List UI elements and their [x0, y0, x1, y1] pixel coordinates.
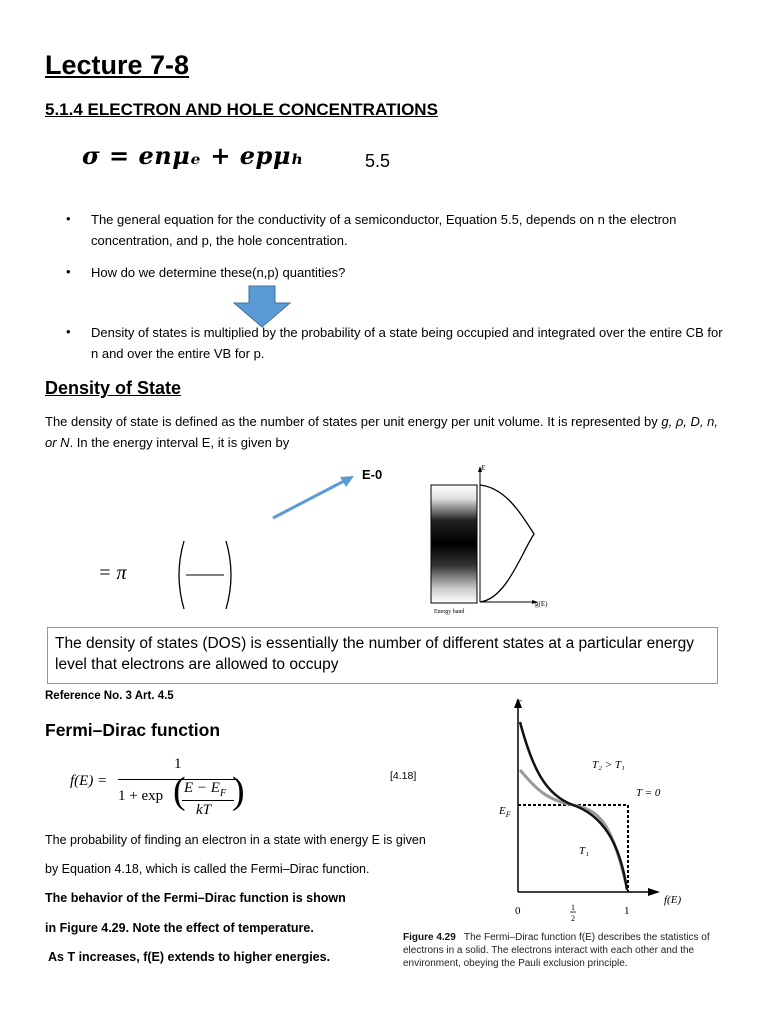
- fd-text-line-2: by Equation 4.18, which is called the Fermi–Dirac function.: [45, 862, 370, 876]
- figure-caption: Figure 4.29 The Fermi–Dirac function f(E) describes the statistics of electrons in a solid. The electrons interact with each other and the environment, obeying the Pauli exclusion principle.: [403, 932, 710, 969]
- t1-label: T₁: [579, 845, 589, 857]
- fd-eq-denominator: 1 + exp: [118, 788, 164, 804]
- bullet-marker: •: [66, 211, 71, 226]
- fd-eq-lhs: f(E) =: [70, 773, 108, 789]
- bullet-text-2: How do we determine these(n,p) quantities?: [91, 265, 346, 280]
- fermi-dirac-graph: [490, 692, 710, 924]
- fermi-dirac-equation: [70, 750, 260, 820]
- energy-band-label: Energy band: [434, 609, 465, 615]
- fd-bold-line-1: The behavior of the Fermi–Dirac function is shown: [45, 891, 346, 905]
- section-heading: 5.1.4 ELECTRON AND HOLE CONCENTRATIONS: [45, 100, 438, 119]
- fd-bold-line-3: As T increases, f(E) extends to higher energies.: [45, 950, 331, 964]
- tick-half-den: 2: [571, 914, 575, 923]
- bullet-marker: •: [66, 324, 71, 339]
- fd-eq-numerator: 1: [174, 756, 182, 772]
- density-of-state-title: Density of State: [45, 378, 182, 398]
- dos-definition-box: The density of states (DOS) is essentially the number of different states at a particular energy level that electrons are allowed to occupy: [47, 627, 718, 684]
- tick-one: 1: [624, 905, 630, 917]
- fd-axis-e: E: [515, 698, 522, 710]
- density-paragraph: The density of state is defined as the number of states per unit energy per unit volume. It is represented by g, ρ, D, n, or N. In the energy interval E, it is given by: [45, 414, 718, 450]
- e0-label: E-0: [362, 467, 383, 482]
- fd-equation-number: [4.18]: [390, 770, 417, 782]
- fd-eq-inner-numerator: $E - E_F$: [184, 780, 227, 799]
- fd-text-line-1: The probability of finding an electron in a state with energy E is given: [45, 833, 426, 847]
- dos-axis-ge: g(E): [535, 600, 548, 608]
- tick-zero: 0: [515, 905, 521, 917]
- diagonal-arrow-icon: [268, 472, 358, 522]
- fd-bold-line-2: in Figure 4.29. Note the effect of temperature.: [45, 921, 314, 935]
- dos-formula-lhs: = π: [98, 562, 127, 584]
- fermi-dirac-title: Fermi–Dirac function: [45, 720, 221, 740]
- t2-label: T₂ > T₁: [592, 759, 625, 771]
- dos-axis-e: E: [481, 464, 486, 472]
- fd-eq-right-paren: ): [232, 770, 245, 812]
- t0-label: T = 0: [636, 787, 661, 799]
- fd-eq-inner-denominator: kT: [196, 802, 211, 818]
- fd-ef-label: $E_F$: [499, 805, 511, 819]
- fd-eq-inner-bar: [182, 800, 234, 801]
- density-of-states-figure: [426, 462, 556, 618]
- fd-eq-left-paren: (: [173, 770, 186, 812]
- lecture-title: Lecture 7-8: [45, 50, 190, 80]
- bullet-text-3: Density of states is multiplied by the probability of a state being occupied and integrated over the entire CB for n and over the entire VB for p.: [91, 325, 723, 361]
- conductivity-equation: σ = enμₑ + epμₕ: [82, 141, 304, 170]
- bullet-marker: •: [66, 264, 71, 279]
- reference-note: Reference No. 3 Art. 4.5: [45, 690, 174, 702]
- dos-formula-parentheses: [172, 537, 238, 613]
- fd-axis-fe: f(E): [664, 894, 682, 906]
- tick-half-num: 1: [571, 903, 575, 912]
- bullet-text-1: The general equation for the conductivity of a semiconductor, Equation 5.5, depends on n the electron concentration, and p, the hole concentration.: [91, 212, 677, 248]
- equation-number: 5.5: [365, 151, 391, 171]
